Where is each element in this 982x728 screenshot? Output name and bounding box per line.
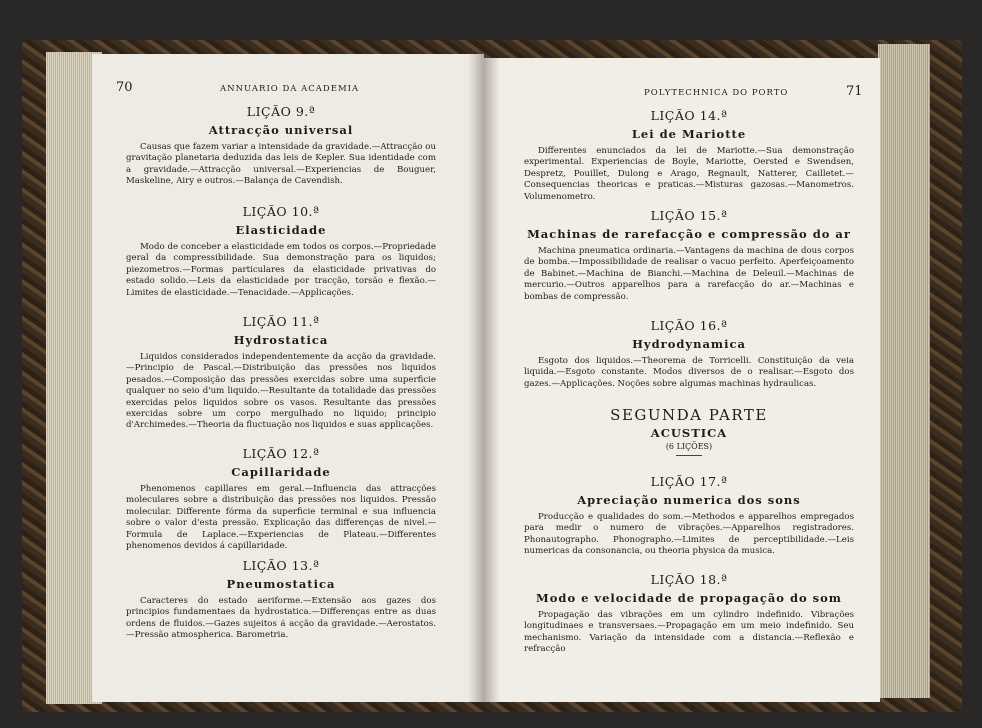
page-edges-right — [878, 44, 930, 698]
part-note: (6 LIÇÕES) — [665, 442, 713, 451]
section-licao-17 — [524, 474, 854, 558]
section-title: Elasticidade — [235, 223, 327, 237]
section-text: Machina pneumatica ordinaria.—Vantagens da machina de dous corpos de bomba.—Impossibilidade de realisar o vacuo perfeito. Aperfeiçoamento de Babinet.—Machina de Bianchi.—Machina de Deleuil.—Machinas de mercurio.—Outros apparelhos para a rarefacção do ar.—Machinas e bombas de compressão. — [524, 246, 854, 302]
section-licao-16 — [524, 318, 854, 390]
section-title: Apreciação numerica dos sons — [577, 493, 801, 507]
section-title: Lei de Mariotte — [631, 127, 747, 141]
licao-heading: LIÇÃO 13.ª — [242, 558, 320, 573]
section-text: Producção e qualidades do som.—Methodos e apparelhos empregados para medir o numero de vibrações.—Apparelhos registradores. Phonautographo. Phonographo.—Limites de perceptibilidade.—Leis numericas da consonancia, ou theoria physica da musica. — [524, 512, 854, 557]
left-page — [92, 54, 484, 702]
licao-heading: LIÇÃO 12.ª — [242, 446, 320, 461]
section-licao-18 — [524, 572, 854, 656]
licao-heading: LIÇÃO 18.ª — [650, 572, 728, 587]
licao-heading: LIÇÃO 9.ª — [246, 104, 316, 119]
licao-heading: LIÇÃO 14.ª — [650, 108, 728, 123]
section-title: Capillaridade — [231, 465, 331, 479]
running-head: POLYTECHNICA DO PORTO — [644, 88, 789, 98]
section-text: Modo de conceber a elasticidade em todos os corpos.—Propriedade geral da compressibilidade. Sua demonstração para os liquidos; piezometros.—Formas particulares da elasticidade privativas do estado solido.—Leis da elasticidade por tracção, torsão e flexão.—Limites de elasticidade.—Tenacidade.—Applicações. — [126, 242, 436, 298]
section-title: Hydrodynamica — [632, 337, 746, 351]
section-licao-14 — [524, 108, 854, 203]
section-title: Machinas de rarefacção e compressão do ar — [527, 227, 851, 241]
licao-heading: LIÇÃO 15.ª — [650, 208, 728, 223]
page-number: 71 — [846, 84, 863, 99]
section-licao-12 — [126, 446, 436, 552]
part-subject: ACUSTICA — [650, 426, 728, 440]
section-text: Liquidos considerados independentemente da acção da gravidade.—Principio de Pascal.—Distribuição das pressões nos liquidos pesados.—Composição das pressões exercidas sobre uma superficie qualquer no seio d'um liquido.—Resultante da totalidade das pressões exercidas pelos liquidos sobre os vasos. Resultante das pressões exercidas sobre um corpo mergulhado no liquido; principio d'Archimedes.—Theoria da fluctuação nos liquidos e suas applicações. — [126, 352, 436, 431]
section-title: Modo e velocidade de propagação do som — [536, 591, 842, 605]
right-page — [484, 58, 880, 702]
page-number: 70 — [116, 80, 133, 95]
licao-heading: LIÇÃO 17.ª — [650, 474, 728, 489]
section-text: Differentes enunciados da lei de Mariotte.—Sua demonstração experimental. Experiencias de Boyle, Mariotte, Oersted e Swendsen, Despretz, Pouillet, Dulong e Arago, Regnault, Natterer, Cailletet.—Consequencias theoricas e praticas.—Misturas gazosas.—Manometros. Volumenometro. — [524, 146, 854, 202]
section-title: Pneumostatica — [226, 577, 336, 591]
section-text: Propagação das vibrações em um cylindro indefinido. Vibrações longitudinaes e transversaes.—Propagação em um meio indefinido. Seu mechanismo. Variação da intensidade com a distancia.—Reflexão e refracção — [524, 610, 854, 655]
section-text: Caracteres do estado aeriforme.—Extensão aos gazes dos principios fundamentaes da hydrostatica.—Differenças entre as duas ordens de fluidos.—Gazes sujeitos á acção da gravidade.—Aerostatos.—Pressão atmospherica. Barometria. — [126, 596, 436, 641]
section-text: Phenomenos capillares em geral.—Influencia das attracções moleculares sobre a distribuição das pressões nos liquidos. Pressão molecular. Differente fórma da superficie terminal e sua influencia sobre o valor d'esta pressão. Explicação das differenças de nivel.—Formula de Laplace.—Experiencias de Plateau.—Differentes phenomenos devidos á capillaridade. — [126, 484, 436, 552]
section-licao-10 — [126, 204, 436, 299]
running-head: ANNUARIO DA ACADEMIA — [220, 84, 360, 94]
section-licao-15 — [524, 208, 854, 303]
section-licao-11 — [126, 314, 436, 432]
licao-heading: LIÇÃO 16.ª — [650, 318, 728, 333]
book-gutter — [468, 54, 500, 702]
section-title: Attracção universal — [208, 123, 354, 137]
licao-heading: LIÇÃO 11.ª — [242, 314, 320, 329]
part-heading — [524, 406, 854, 456]
section-licao-9 — [126, 104, 436, 188]
part-title: SEGUNDA PARTE — [610, 406, 768, 424]
licao-heading: LIÇÃO 10.ª — [242, 204, 320, 219]
section-title: Hydrostatica — [233, 333, 329, 347]
section-text: Esgoto dos liquidos.—Theorema de Torricelli. Constituição da veia liquida.—Esgoto constante. Modos diversos de o realisar.—Esgoto dos gazes.—Applicações. Noções sobre algumas machinas hydraulicas. — [524, 356, 854, 389]
divider — [676, 455, 702, 456]
section-licao-13 — [126, 558, 436, 642]
section-text: Causas que fazem variar a intensidade da gravidade.—Attracção ou gravitação planetaria deduzida das leis de Kepler. Sua identidade com a gravidade.—Attracção universal.—Experiencias de Bouguer, Maskeline, Airy e outros.—Balança de Cavendish. — [126, 142, 436, 187]
